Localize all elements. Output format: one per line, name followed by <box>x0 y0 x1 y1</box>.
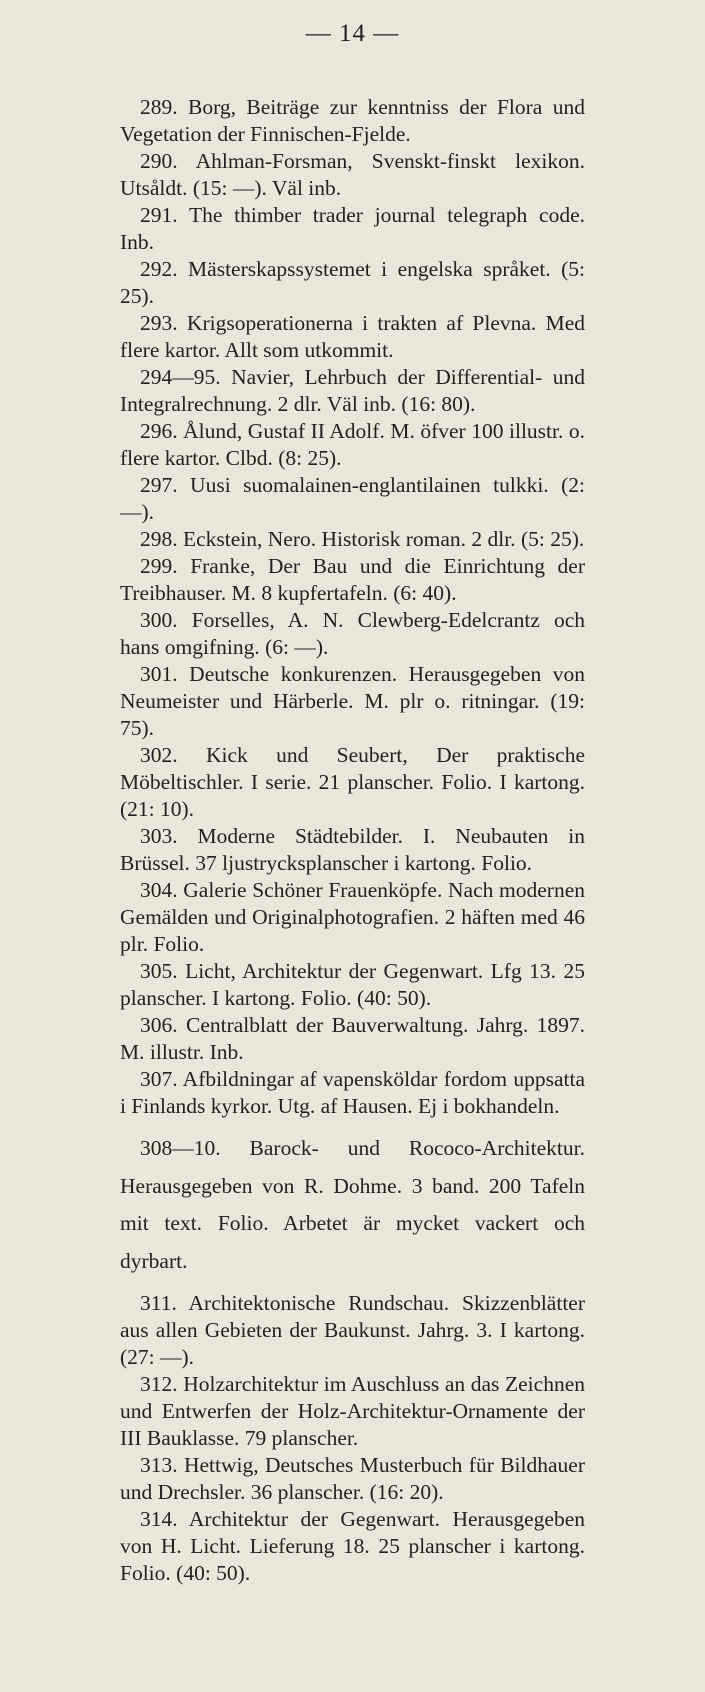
catalog-entry: 312. Holzarchitektur im Auschluss an das Zeichnen und Entwerfen der Holz-Architektur-Ornamente der III Bauklasse. 79 planscher. <box>120 1372 585 1450</box>
catalog-entry: 290. Ahlman-Forsman, Svenskt-finskt lexikon. Utsåldt. (15: —). Väl inb. <box>120 149 585 200</box>
catalog-entry: 313. Hettwig, Deutsches Musterbuch für Bildhauer und Drechsler. 36 planscher. (16: 20). <box>120 1453 585 1504</box>
catalog-entry: 293. Krigsoperationerna i trakten af Plevna. Med flere kartor. Allt som utkommit. <box>120 311 585 362</box>
catalog-entry: 302. Kick und Seubert, Der praktische Möbeltischler. I serie. 21 planscher. Folio. I kartong. (21: 10). <box>120 743 585 821</box>
catalog-entry: 289. Borg, Beiträge zur kenntniss der Flora und Vegetation der Finnischen-Fjelde. <box>120 95 585 146</box>
catalog-entry: 308—10. Barock- und Rococo-Architektur. Herausgegeben von R. Dohme. 3 band. 200 Tafeln mit text. Folio. Arbetet är mycket vackert och dyrbart. <box>120 1136 585 1273</box>
catalog-entry: 304. Galerie Schöner Frauenköpfe. Nach modernen Gemälden und Originalphotografien. 2 häften med 46 plr. Folio. <box>120 878 585 956</box>
page-number: — 14 — <box>305 20 400 47</box>
catalog-entry: 292. Mästerskapssystemet i engelska språket. (5: 25). <box>120 257 585 308</box>
catalog-entry: 298. Eckstein, Nero. Historisk roman. 2 dlr. (5: 25). <box>140 527 585 551</box>
catalog-entry: 294—95. Navier, Lehrbuch der Differential- und Integralrechnung. 2 dlr. Väl inb. (16: 80). <box>120 365 585 416</box>
catalog-entry: 306. Centralblatt der Bauverwaltung. Jahrg. 1897. M. illustr. Inb. <box>120 1013 585 1064</box>
catalog-entry: 299. Franke, Der Bau und die Einrichtung der Treibhauser. M. 8 kupfertafeln. (6: 40). <box>120 554 585 605</box>
catalog-entry: 300. Forselles, A. N. Clewberg-Edelcrantz och hans omgifning. (6: —). <box>120 608 585 659</box>
catalog-entry: 301. Deutsche konkurenzen. Herausgegeben von Neumeister und Härberle. M. plr o. ritningar. (19: 75). <box>120 662 585 740</box>
catalog-entry: 296. Ålund, Gustaf II Adolf. M. öfver 100 illustr. o. flere kartor. Clbd. (8: 25). <box>120 419 585 470</box>
catalog-entry: 303. Moderne Städtebilder. I. Neubauten in Brüssel. 37 ljustrycksplanscher i kartong. Folio. <box>120 824 585 875</box>
catalog-entry: 297. Uusi suomalainen-englantilainen tulkki. (2: —). <box>120 473 585 524</box>
catalog-entry: 314. Architektur der Gegenwart. Herausgegeben von H. Licht. Lieferung 18. 25 planscher i kartong. Folio. (40: 50). <box>120 1507 585 1585</box>
catalog-entry: 305. Licht, Architektur der Gegenwart. Lfg 13. 25 planscher. I kartong. Folio. (40: 50). <box>120 959 585 1010</box>
catalog-entry: 311. Architektonische Rundschau. Skizzenblätter aus allen Gebieten der Baukunst. Jahrg. 3. I kartong. (27: —). <box>120 1291 585 1369</box>
catalog-entry: 307. Afbildningar af vapensköldar fordom uppsatta i Finlands kyrkor. Utg. af Hausen. Ej i bokhandeln. <box>120 1067 585 1118</box>
catalog-entries <box>120 94 585 1587</box>
catalog-entry: 291. The thimber trader journal telegraph code. Inb. <box>120 203 585 254</box>
